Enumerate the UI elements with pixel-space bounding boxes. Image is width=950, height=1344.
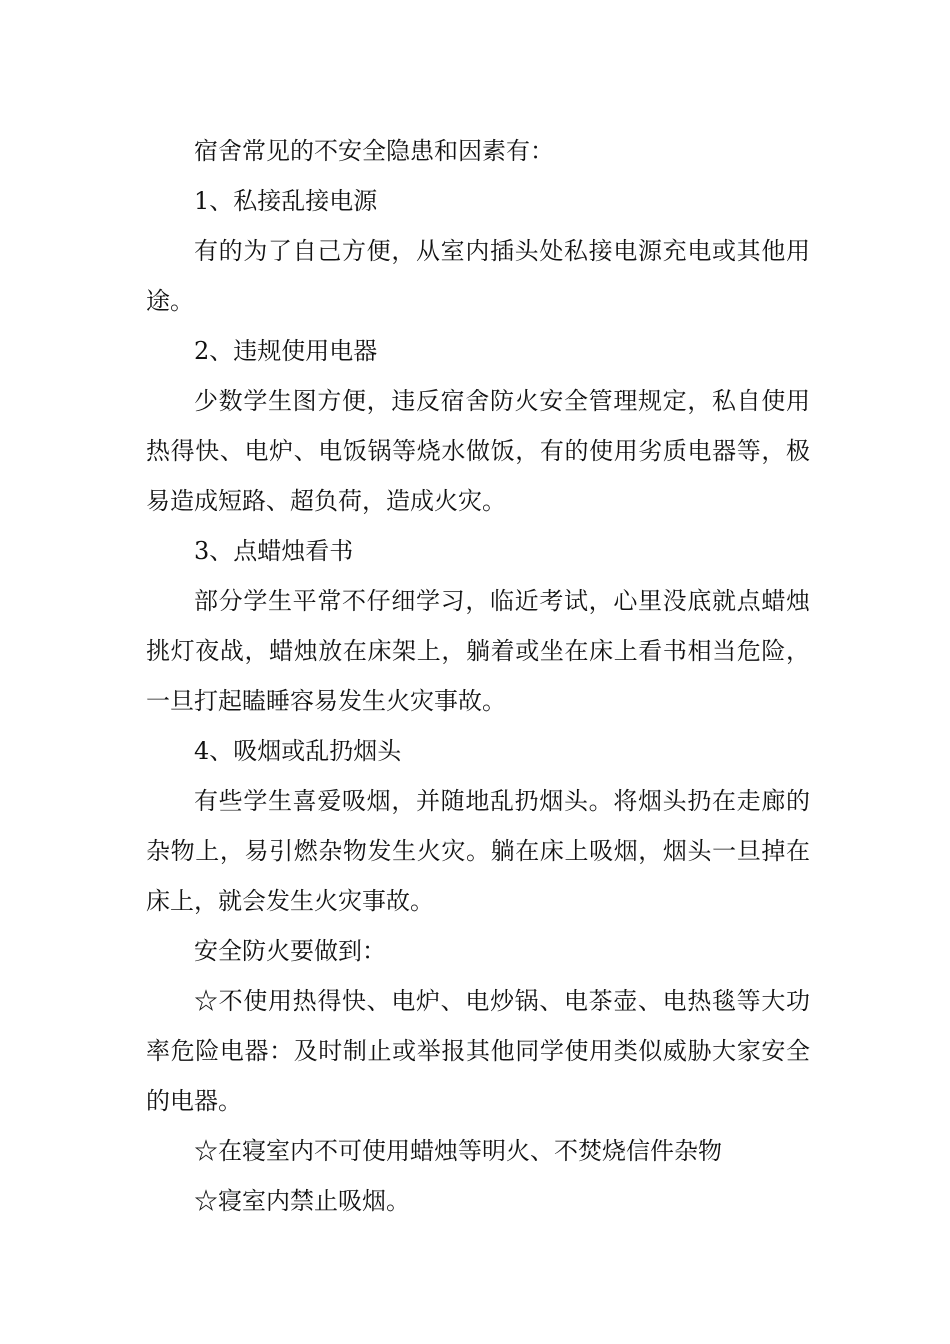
heading-item-2: 2、违规使用电器: [194, 337, 378, 365]
rule-item-3: ☆寝室内禁止吸烟。: [194, 1187, 410, 1215]
body-paragraph-4: 有些学生喜爱吸烟，并随地乱扔烟头。将烟头扔在走廊的杂物上，易引燃杂物发生火灾。躺在床上吸烟，烟头一旦掉在床上，就会发生火灾事故。: [146, 787, 810, 915]
heading-item-4: 4、吸烟或乱扔烟头: [194, 737, 402, 765]
body-paragraph-2: 少数学生图方便，违反宿舍防火安全管理规定，私自使用热得快、电炉、电饭锅等烧水做饭，有的使用劣质电器等，极易造成短路、超负荷，造成火灾。: [146, 387, 810, 515]
rule-item-1: ☆不使用热得快、电炉、电炒锅、电茶壶、电热毯等大功率危险电器：及时制止或举报其他同学使用类似威胁大家安全的电器。: [146, 987, 810, 1115]
section-heading: 安全防火要做到：: [194, 937, 386, 965]
rule-item-2: ☆在寝室内不可使用蜡烛等明火、不焚烧信件杂物: [194, 1137, 722, 1165]
heading-item-3: 3、点蜡烛看书: [194, 537, 354, 565]
heading-item-1: 1、私接乱接电源: [194, 187, 378, 215]
intro-paragraph: 宿舍常见的不安全隐患和因素有：: [194, 137, 554, 165]
body-paragraph-3: 部分学生平常不仔细学习，临近考试，心里没底就点蜡烛挑灯夜战，蜡烛放在床架上，躺着或坐在床上看书相当危险，一旦打起瞌睡容易发生火灾事故。: [146, 587, 810, 715]
document-body: [146, 126, 810, 1226]
body-paragraph-1: 有的为了自己方便，从室内插头处私接电源充电或其他用途。: [146, 237, 810, 315]
